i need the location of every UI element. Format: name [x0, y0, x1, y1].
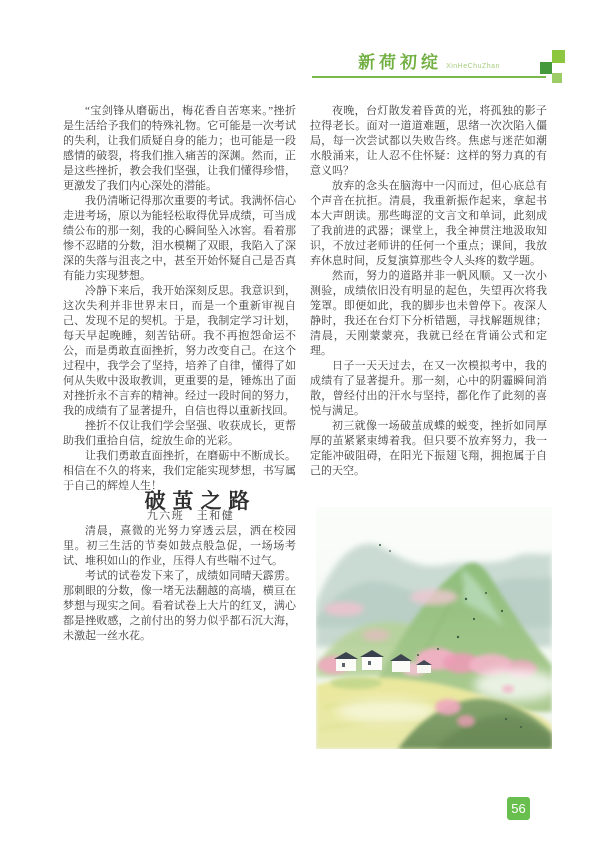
brand-title: 新荷初绽	[358, 53, 443, 72]
paragraph: 夜晚，台灯散发着昏黄的光，将孤独的影子拉得老长。面对一道道难题，思绪一次次陷入僵局，每一次尝试都以失败告终。焦虑与迷茫如潮水般涌来，让人忍不住怀疑：这样的努力真的有意义吗？	[310, 105, 547, 177]
page-number-badge: 56	[507, 797, 530, 820]
article-byline: 九六班 王和健	[146, 510, 235, 522]
paragraph: 放弃的念头在脑海中一闪而过，但心底总有个声音在抗拒。清晨，我重新振作起来，拿起书本大声朗读。那些晦涩的文言文和单词，此刻成了我前进的武器；课堂上，我全神贯注地汲取知识，不放过老师讲的任何一个重点；课间，我放弃休息时间，反复演算那些令人头疼的数学题。	[310, 180, 547, 267]
header-rule	[312, 76, 546, 78]
left-column	[63, 104, 296, 644]
pixel-squares-icon	[538, 50, 568, 90]
paragraph: 日子一天天过去，在又一次模拟考中，我的成绩有了显著提升。那一刻，心中的阴霾瞬间消散，曾经付出的汗水与坚持，都化作了此刻的喜悦与满足。	[310, 360, 547, 417]
paragraph: 挫折不仅让我们学会坚强、收获成长，更帮助我们重拾自信，绽放生命的光彩。	[63, 420, 296, 447]
paragraph: 让我们勇敢直面挫折，在磨砺中不断成长。相信在不久的将来，我们定能实现梦想，书写属于自己的辉煌人生！	[63, 450, 296, 492]
paragraph: 初三就像一场破茧成蝶的蜕变，挫折如同厚厚的茧紧紧束缚着我。但只要不放弃努力，我一定能冲破阻碍，在阳光下振翅飞翔，拥抱属于自己的天空。	[310, 420, 547, 477]
article-title: 破茧之路	[144, 489, 257, 513]
paragraph: “宝剑锋从磨砺出，梅花香自苦寒来。”挫折是生活给予我们的特殊礼物。它可能是一次考试的失利，让我们质疑自身的能力；也可能是一段感情的破裂，将我们推入痛苦的深渊。然而，正是这些挫折，教会我们坚强，让我们懂得珍惜，更激发了我们内心深处的潜能。	[63, 105, 296, 192]
paragraph: 冷静下来后，我开始深刻反思。我意识到，这次失利并非世界末日，而是一个重新审视自己、发现不足的契机。于是，我制定学习计划，每天早起晚睡，刻苦钻研。我不再抱怨命运不公，而是勇敢直面挫折，努力改变自己。在这个过程中，我学会了坚持，培养了自律，懂得了如何从失败中汲取教训，更重要的是，锤炼出了面对挫折永不言弃的精神。经过一段时间的努力，我的成绩有了显著提升，自信也得以重新找回。	[63, 285, 296, 417]
paragraph: 清晨，熹微的光努力穿透云层，洒在校园里。初三生活的节奏如鼓点般急促，一场场考试、堆积如山的作业，压得人有些喘不过气。	[63, 525, 296, 567]
right-column	[310, 104, 547, 479]
paragraph: 我仍清晰记得那次重要的考试。我满怀信心走进考场，原以为能轻松取得优异成绩，可当成绩公布的那一刻，我的心瞬间坠入冰窖。看着那惨不忍睹的分数，泪水模糊了双眼，我陷入了深深的失落与沮丧之中，甚至开始怀疑自己是否真有能力实现梦想。	[63, 195, 296, 282]
header-brand	[312, 48, 546, 78]
paragraph: 考试的试卷发下来了，成绩如同晴天霹雳。那刺眼的分数，像一堵无法翻越的高墙，横亘在梦想与现实之间。看着试卷上大片的红叉，满心都是挫败感，之前付出的努力似乎都石沉大海，未激起一丝水花。	[63, 570, 296, 642]
paragraph: 然而，努力的道路并非一帆风顺。又一次小测验，成绩依旧没有明显的起色，失望再次将我笼罩。即便如此，我的脚步也未曾停下。夜深人静时，我还在台灯下分析错题，寻找解题规律；清晨，天刚蒙蒙亮，我就已经在背诵公式和定理。	[310, 270, 547, 357]
brand-subtitle: XinHeChuZhan	[446, 63, 500, 70]
watercolor-landscape-illustration	[316, 507, 552, 749]
